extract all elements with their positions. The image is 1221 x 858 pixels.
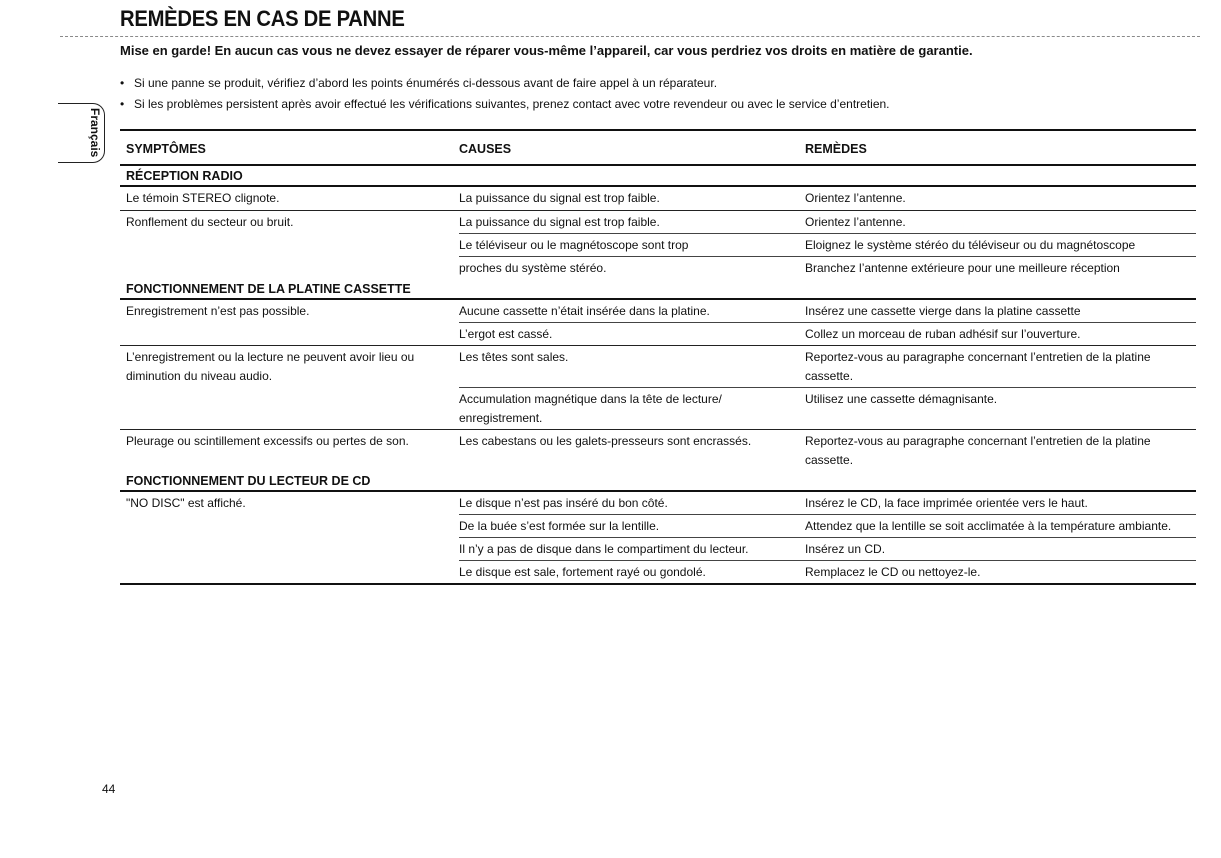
- symptom-cell: L’enregistrement ou la lecture ne peuvent avoir lieu ou diminution du niveau audio.: [126, 350, 415, 383]
- remedy-cell: Collez un morceau de ruban adhésif sur l’ouverture.: [805, 327, 1081, 341]
- cause-remedy-row: [459, 211, 1196, 233]
- cause-cell: L’ergot est cassé.: [459, 327, 553, 341]
- cause-remedy-list: [459, 187, 1196, 210]
- language-tab-label: Français: [88, 108, 102, 158]
- cause-remedy-row: [459, 233, 1196, 256]
- cause-remedy-row: [459, 387, 1196, 429]
- cause-remedy-row: [459, 256, 1196, 279]
- section-title: RÉCEPTION RADIO: [126, 169, 243, 183]
- cause-remedy-row: [459, 300, 1196, 322]
- cause-remedy-list: [459, 430, 1196, 471]
- section-title: FONCTIONNEMENT DU LECTEUR DE CD: [126, 474, 371, 488]
- cause-remedy-row: [459, 560, 1196, 583]
- table-bottom-rule: [120, 583, 1196, 585]
- bullet-item: • Si une panne se produit, vérifiez d’abord les points énumérés ci-dessous avant de faire appel à un réparateur.: [120, 73, 890, 94]
- table-row: [120, 187, 1196, 210]
- remedy-cell: Branchez l’antenne extérieure pour une meilleure réception: [805, 261, 1120, 275]
- header-causes: CAUSES: [459, 142, 512, 156]
- symptom-cell: Le témoin STEREO clignote.: [126, 191, 280, 205]
- remedy-cell: Eloignez le système stéréo du téléviseur ou du magnétoscope: [805, 238, 1136, 252]
- cause-remedy-row: [459, 537, 1196, 560]
- remedy-cell: Insérez une cassette vierge dans la platine cassette: [805, 304, 1081, 318]
- cause-cell: De la buée s’est formée sur la lentille.: [459, 519, 660, 533]
- remedy-cell: Reportez-vous au paragraphe concernant l’entretien de la platine cassette.: [805, 350, 1151, 383]
- cause-cell: La puissance du signal est trop faible.: [459, 191, 660, 205]
- table-row: [120, 210, 1196, 279]
- symptom-cell: "NO DISC" est affiché.: [126, 496, 246, 510]
- remedy-cell: Orientez l’antenne.: [805, 215, 906, 229]
- remedy-cell: Reportez-vous au paragraphe concernant l’entretien de la platine cassette.: [805, 434, 1151, 467]
- table-row: [120, 429, 1196, 471]
- cause-remedy-list: [459, 492, 1196, 583]
- remedy-cell: Attendez que la lentille se soit acclimatée à la température ambiante.: [805, 519, 1172, 533]
- cause-remedy-list: [459, 346, 1196, 429]
- remedy-cell: Utilisez une cassette démagnisante.: [805, 392, 998, 406]
- section-header: [120, 471, 1196, 492]
- table-header: [120, 131, 1196, 166]
- page-number: 44: [102, 782, 116, 796]
- cause-remedy-row: [459, 492, 1196, 514]
- cause-remedy-list: [459, 211, 1196, 279]
- cause-cell: proches du système stéréo.: [459, 261, 607, 275]
- language-tab: [58, 103, 105, 163]
- remedy-cell: Insérez un CD.: [805, 542, 886, 556]
- cause-cell: Les cabestans ou les galets-presseurs sont encrassés.: [459, 434, 752, 448]
- table-row: [120, 492, 1196, 583]
- symptom-cell: Ronflement du secteur ou bruit.: [126, 215, 294, 229]
- header-remedies: REMÈDES: [805, 142, 867, 156]
- symptom-cell: Pleurage ou scintillement excessifs ou pertes de son.: [126, 434, 409, 448]
- table-body: [120, 166, 1196, 583]
- cause-remedy-row: [459, 430, 1196, 471]
- cause-cell: Les têtes sont sales.: [459, 350, 569, 364]
- cause-remedy-row: [459, 322, 1196, 345]
- troubleshooting-table: [120, 129, 1196, 585]
- cause-remedy-row: [459, 187, 1196, 209]
- cause-cell: Le disque est sale, fortement rayé ou gondolé.: [459, 565, 706, 579]
- warning-text: Mise en garde! En aucun cas vous ne devez essayer de réparer vous-même l’appareil, car vous perdriez vos droits en matière de garantie.: [120, 43, 973, 58]
- section-title: FONCTIONNEMENT DE LA PLATINE CASSETTE: [126, 282, 411, 296]
- cause-cell: Le disque n’est pas inséré du bon côté.: [459, 496, 668, 510]
- table-row: [120, 345, 1196, 429]
- remedy-cell: Orientez l’antenne.: [805, 191, 906, 205]
- remedy-cell: Insérez le CD, la face imprimée orientée vers le haut.: [805, 496, 1088, 510]
- bullet-item: • Si les problèmes persistent après avoir effectué les vérifications suivantes, prenez contact avec votre revendeur ou avec le service d’entretien.: [120, 94, 890, 115]
- symptom-cell: Enregistrement n’est pas possible.: [126, 304, 310, 318]
- cause-cell: Aucune cassette n’était insérée dans la platine.: [459, 304, 710, 318]
- cause-cell: Accumulation magnétique dans la tête de lecture/ enregistrement.: [459, 392, 722, 425]
- page-title: REMÈDES EN CAS DE PANNE: [120, 6, 405, 31]
- cause-cell: Il n’y a pas de disque dans le compartiment du lecteur.: [459, 542, 749, 556]
- table-row: [120, 300, 1196, 345]
- section-header: [120, 166, 1196, 187]
- cause-remedy-row: [459, 514, 1196, 537]
- cause-remedy-list: [459, 300, 1196, 345]
- cause-remedy-row: [459, 346, 1196, 387]
- header-symptoms: SYMPTÔMES: [126, 142, 206, 156]
- section-header: [120, 279, 1196, 300]
- cause-cell: Le téléviseur ou le magnétoscope sont trop: [459, 238, 689, 252]
- title-underline: [60, 36, 1200, 37]
- remedy-cell: Remplacez le CD ou nettoyez-le.: [805, 565, 981, 579]
- cause-cell: La puissance du signal est trop faible.: [459, 215, 660, 229]
- intro-bullet-list: [120, 73, 890, 115]
